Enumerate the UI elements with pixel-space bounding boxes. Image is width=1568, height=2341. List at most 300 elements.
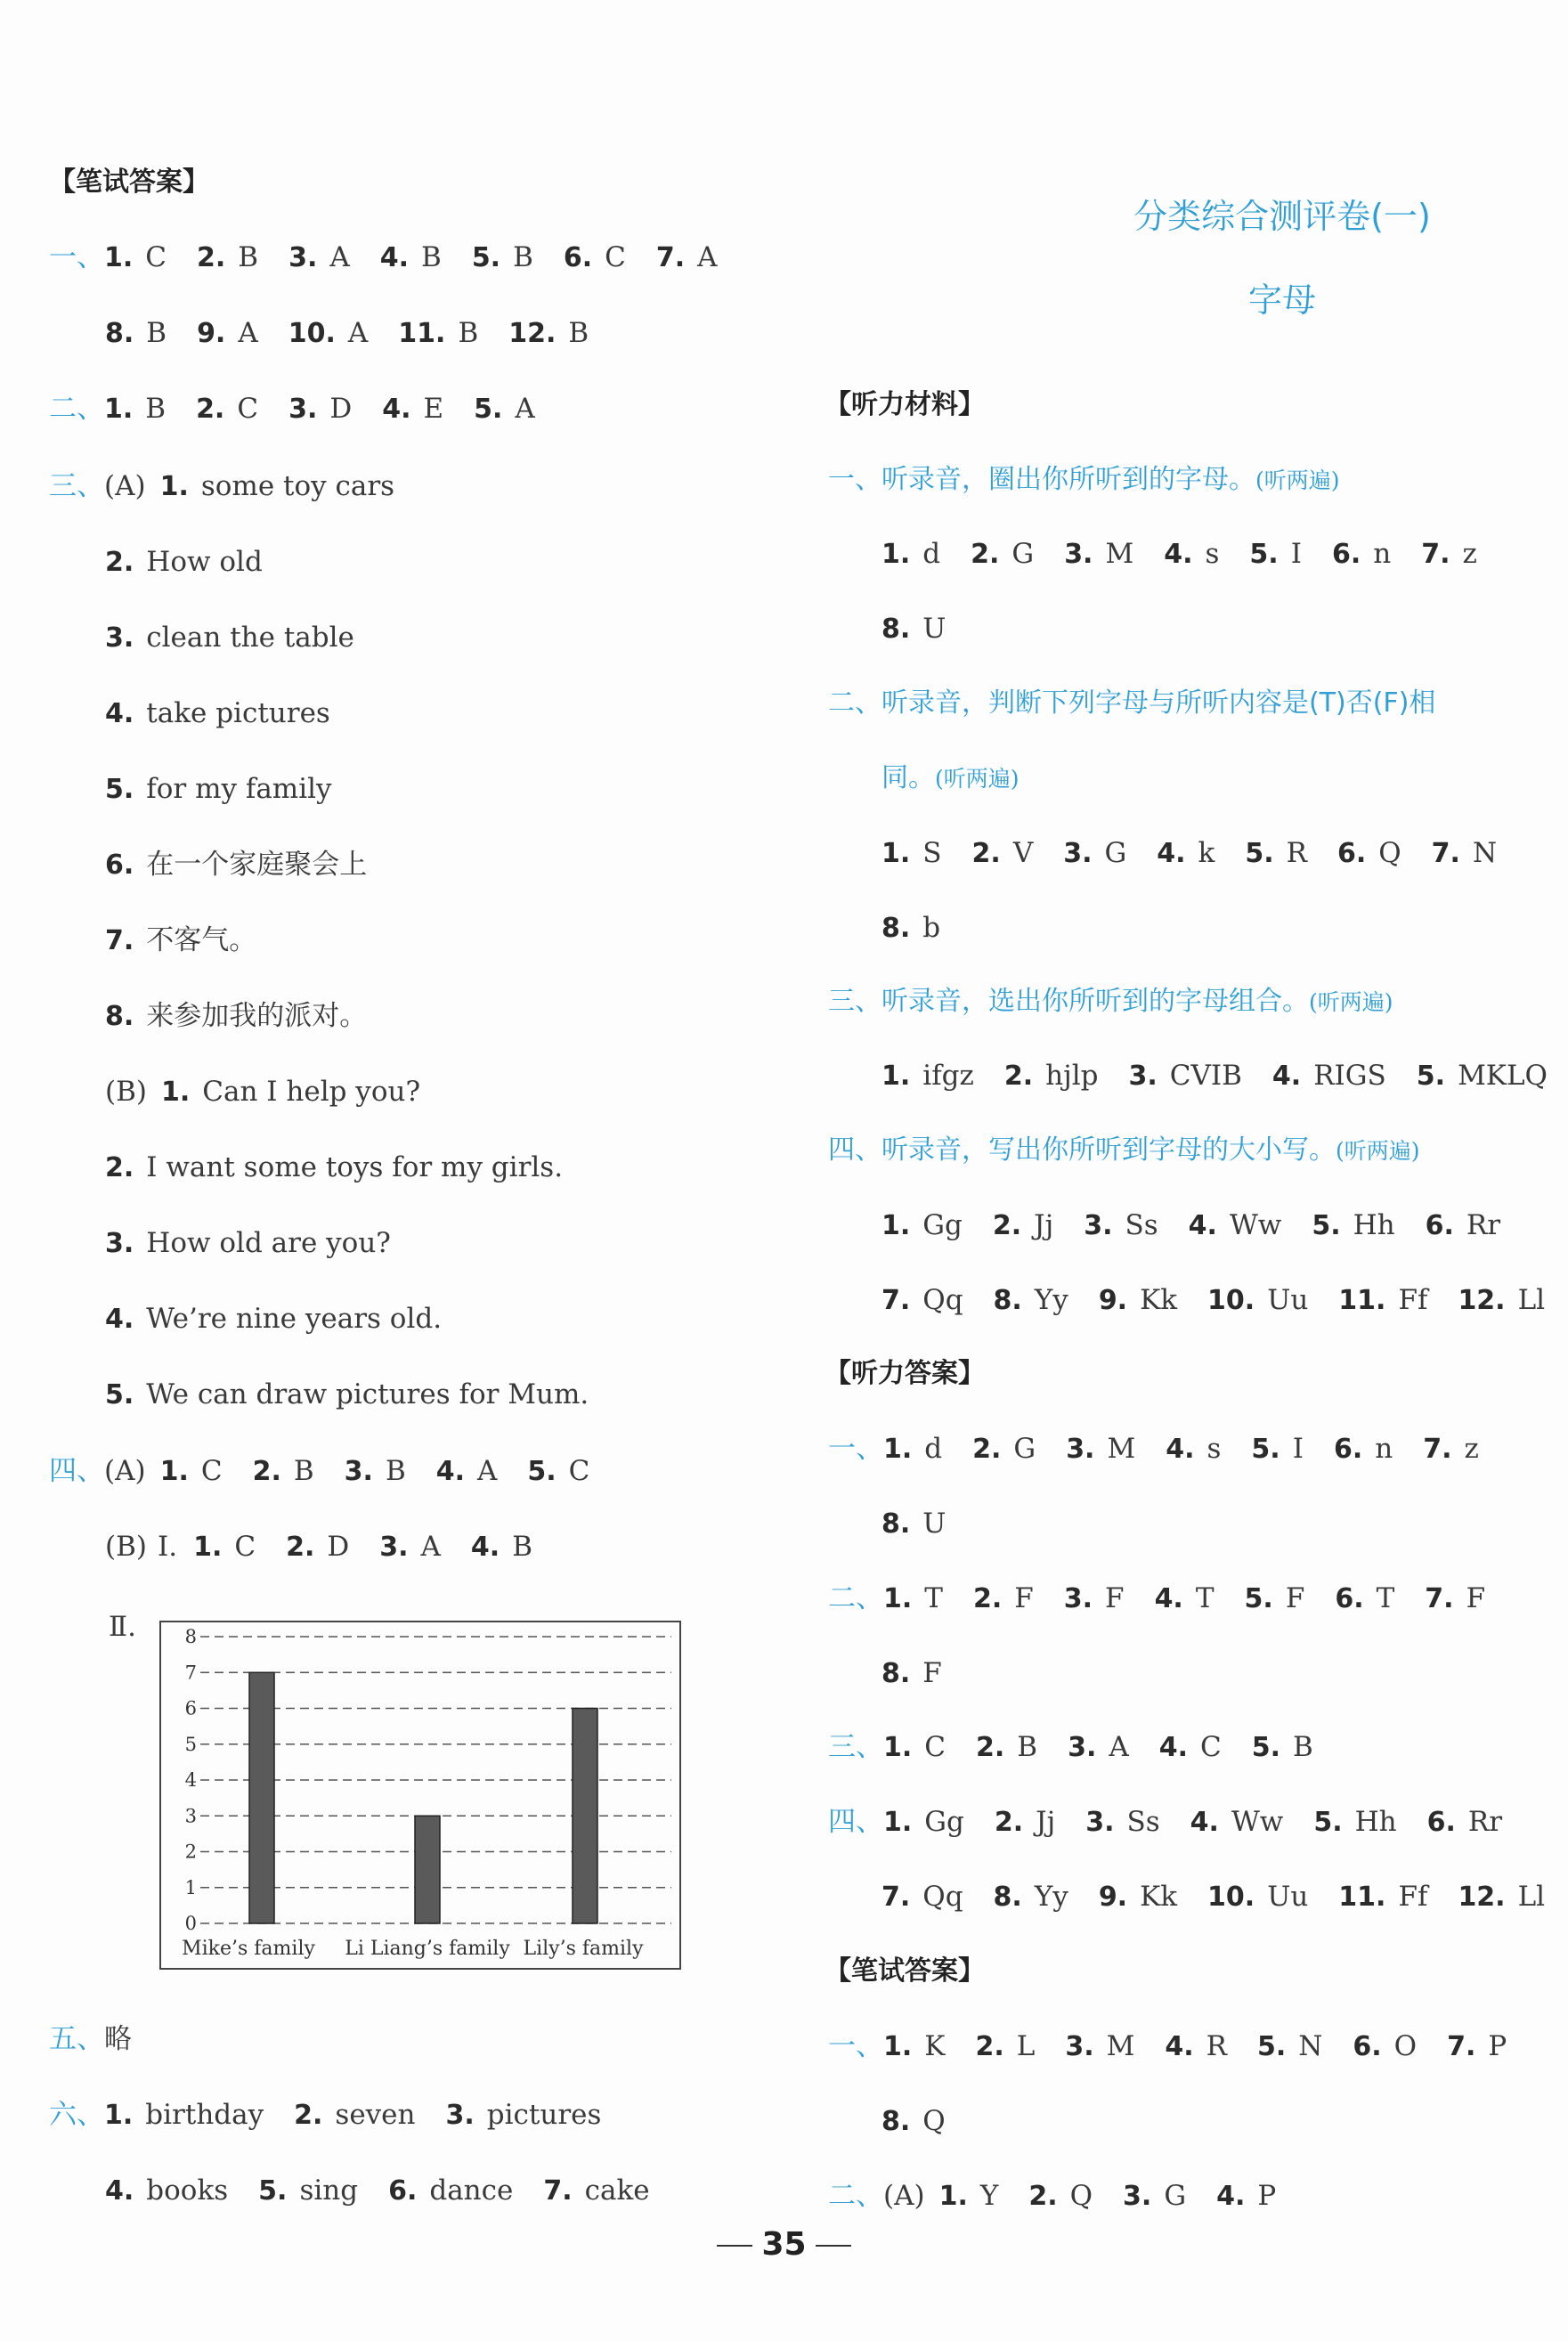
- answer-item: [1425, 1582, 1485, 1614]
- answer-item: [1458, 1881, 1545, 1913]
- material-2-instruction-line-2: [881, 759, 1020, 799]
- item-answer: cake: [584, 2174, 650, 2207]
- item-number: 2.: [105, 1152, 134, 1183]
- answer-item: [1066, 1433, 1135, 1465]
- answer-item: [1207, 1284, 1308, 1316]
- item-number: 3.: [1084, 1210, 1113, 1241]
- part-a-label: (A): [104, 470, 146, 502]
- item-number: 8.: [881, 2106, 911, 2137]
- answer-item: [971, 538, 1034, 570]
- item-answer: A: [347, 317, 369, 349]
- listening-material-header: 【听力材料】: [825, 389, 985, 420]
- section-label: 二、: [828, 1582, 883, 1614]
- answer-item: [994, 1284, 1068, 1316]
- item-number: 6.: [1333, 1434, 1363, 1465]
- answer-item: [881, 1881, 963, 1913]
- answer-item: [1085, 1806, 1159, 1838]
- item-answer: MKLQ: [1458, 1060, 1548, 1092]
- answer-item: [881, 1284, 963, 1316]
- test-title: 分类综合测评卷(一): [1133, 197, 1431, 236]
- item-answer: RIGS: [1313, 1060, 1386, 1092]
- item-number: 2.: [992, 1210, 1022, 1241]
- item-number: 7.: [1423, 1434, 1452, 1465]
- answer-item: [1251, 1433, 1304, 1465]
- answer-item: [1207, 1881, 1308, 1913]
- item-answer: R: [1206, 2030, 1227, 2062]
- answer-item: [294, 2099, 415, 2131]
- answer-item: [105, 1378, 589, 1410]
- answer-item: [1423, 1433, 1479, 1465]
- x-category-label: Lily’s family: [523, 1938, 644, 1960]
- part-a-label: (A): [883, 2180, 925, 2212]
- written-answers-header: 【笔试答案】: [49, 167, 209, 198]
- item-answer: C: [605, 241, 626, 273]
- item-answer: Ss: [1126, 1806, 1160, 1838]
- section-label: 三、: [49, 470, 104, 502]
- material-4-instruction: [828, 1131, 1420, 1171]
- answer-1-row-2: [881, 1504, 946, 1544]
- answer-item: [382, 393, 443, 425]
- item-number: 3.: [105, 622, 134, 654]
- section-label: 一、: [828, 1433, 883, 1465]
- item-answer: A: [1109, 1731, 1129, 1763]
- item-answer: I: [1292, 1433, 1304, 1465]
- item-answer: Uu: [1267, 1284, 1309, 1316]
- list-item: [105, 618, 354, 658]
- answer-item: [883, 1582, 943, 1614]
- material-2-row-2: [881, 908, 940, 948]
- answer-item: [995, 1806, 1055, 1838]
- item-answer: Ss: [1125, 1209, 1158, 1241]
- item-number: 4.: [1216, 2181, 1246, 2212]
- answer-item: [286, 1531, 349, 1563]
- answer-item: [105, 1000, 367, 1032]
- part-b-label: (B): [105, 1531, 147, 1563]
- answer-item: [474, 393, 535, 425]
- written-1-row-2: [881, 2101, 946, 2142]
- item-answer: Q: [922, 2105, 946, 2137]
- bar-3: [573, 1709, 597, 1924]
- item-answer: S: [922, 837, 942, 869]
- answer-item: [1432, 837, 1497, 869]
- item-number: 4.: [379, 242, 410, 273]
- item-answer: z: [1462, 538, 1477, 570]
- item-number: 4.: [1190, 1807, 1219, 1838]
- section-1-row-2: [105, 313, 589, 354]
- section-label: 一、: [49, 241, 104, 273]
- item-answer: 不客气。: [146, 924, 257, 956]
- item-answer: Ww: [1231, 1806, 1284, 1838]
- item-answer: B: [385, 1455, 406, 1487]
- item-number: 4.: [1164, 539, 1193, 570]
- item-number: 3.: [1064, 539, 1093, 570]
- answer-2-row-2: [881, 1654, 942, 1694]
- answer-item: [1004, 1060, 1099, 1092]
- item-number: 9.: [1098, 1285, 1128, 1316]
- item-answer: C: [1200, 1731, 1222, 1763]
- answer-item: [105, 622, 354, 654]
- answer-item: [881, 613, 946, 645]
- item-number: 5.: [1312, 1210, 1341, 1241]
- item-number: 4.: [382, 394, 411, 425]
- material-1-row-1: [881, 534, 1477, 574]
- answer-item: [1334, 1433, 1393, 1465]
- item-answer: Ff: [1398, 1284, 1428, 1316]
- answer-item: [975, 2030, 1035, 2062]
- item-answer: Gg: [924, 1806, 964, 1838]
- item-number: 2.: [294, 2100, 323, 2131]
- item-answer: Jj: [1034, 1209, 1054, 1241]
- item-number: 8.: [881, 913, 911, 944]
- item-number: 3.: [445, 2100, 475, 2131]
- item-answer: b: [922, 912, 941, 944]
- item-answer: CVIB: [1169, 1060, 1242, 1092]
- answer-item: [1272, 1060, 1386, 1092]
- item-answer: Yy: [1034, 1284, 1068, 1316]
- answer-4-row-1: [828, 1802, 1502, 1842]
- item-number: 3.: [105, 1228, 134, 1259]
- item-answer: How old are you?: [146, 1227, 391, 1259]
- section-2-row-1: [49, 389, 535, 429]
- item-number: 4.: [1188, 1210, 1217, 1241]
- page-number: [0, 2226, 1568, 2263]
- item-number: 4.: [1154, 1583, 1183, 1614]
- item-answer: Rr: [1466, 1209, 1501, 1241]
- item-answer: K: [924, 2030, 946, 2062]
- answer-item: [881, 2105, 946, 2137]
- item-number: 4.: [1157, 838, 1186, 869]
- answer-item: [472, 241, 533, 273]
- answer-item: [881, 1209, 963, 1241]
- item-number: 3.: [1065, 2031, 1094, 2062]
- answer-item: [1249, 538, 1302, 570]
- item-number: 1.: [881, 838, 911, 869]
- item-answer: Ll: [1517, 1881, 1546, 1913]
- y-tick-label: 5: [184, 1733, 197, 1755]
- item-number: 5.: [527, 1456, 557, 1487]
- item-number: 5.: [471, 242, 501, 273]
- item-number: 7.: [1431, 838, 1460, 869]
- material-1-instruction: [828, 460, 1340, 500]
- item-number: 3.: [1068, 1732, 1097, 1763]
- item-answer: Yy: [1034, 1881, 1068, 1913]
- answer-item: [1257, 2030, 1322, 2062]
- item-number: 11.: [1338, 1285, 1386, 1316]
- item-number: 2.: [197, 242, 226, 273]
- item-number: 1.: [104, 242, 134, 273]
- y-tick-label: 2: [184, 1841, 197, 1863]
- item-number: 1.: [883, 1807, 913, 1838]
- item-answer: M: [1106, 2030, 1135, 2062]
- item-answer: Hh: [1354, 1806, 1397, 1838]
- answer-item: [883, 1731, 946, 1763]
- item-answer: B: [293, 1455, 314, 1487]
- answer-item: [881, 538, 940, 570]
- answer-item: [1159, 1731, 1222, 1763]
- y-tick-label: 7: [184, 1662, 197, 1684]
- item-number: 2.: [252, 1456, 281, 1487]
- answer-item: [881, 837, 942, 869]
- item-number: 4.: [105, 698, 134, 729]
- item-number: 2.: [286, 1532, 315, 1563]
- item-number: 8.: [993, 1285, 1022, 1316]
- instruction-text: 四、听录音，写出你所听到字母的大小写。: [828, 1134, 1336, 1166]
- item-number: 1.: [104, 2100, 134, 2131]
- answer-item: [1335, 1582, 1394, 1614]
- answer-item: [1084, 1209, 1158, 1241]
- item-answer: C: [237, 393, 259, 425]
- item-answer: Q: [1069, 2180, 1093, 2212]
- item-answer: O: [1393, 2030, 1418, 2062]
- item-answer: Qq: [922, 1881, 963, 1913]
- answer-item: [105, 773, 332, 805]
- item-answer: birthday: [145, 2099, 264, 2131]
- item-number: 1.: [159, 1456, 189, 1487]
- answer-item: [1421, 538, 1477, 570]
- instruction-note: (听两遍): [1309, 989, 1393, 1015]
- item-answer: ifgz: [922, 1060, 974, 1092]
- item-answer: pictures: [486, 2099, 602, 2131]
- item-answer: N: [1472, 837, 1498, 869]
- answer-3-row-1: [828, 1727, 1313, 1768]
- answer-item: [883, 1433, 942, 1465]
- item-number: 4.: [1271, 1061, 1302, 1092]
- item-answer: Kk: [1140, 1284, 1178, 1316]
- item-answer: Y: [979, 2180, 999, 2212]
- item-answer: F: [922, 1657, 942, 1689]
- omitted-text: 略: [104, 2023, 132, 2055]
- bar-1: [249, 1672, 274, 1923]
- item-number: 2.: [105, 547, 134, 578]
- answer-item: [1064, 538, 1133, 570]
- item-number: 4.: [470, 1532, 500, 1563]
- item-answer: U: [922, 1508, 946, 1540]
- item-number: 2.: [975, 2031, 1004, 2062]
- item-answer: M: [1107, 1433, 1136, 1465]
- answer-item: [105, 697, 330, 729]
- bar-2: [415, 1816, 440, 1923]
- answer-item: [1128, 1060, 1241, 1092]
- answer-item: [993, 1209, 1053, 1241]
- item-number: 4.: [1166, 1434, 1195, 1465]
- item-answer: Jj: [1036, 1806, 1056, 1838]
- x-category-label: Mike’s family: [182, 1938, 315, 1960]
- answer-item: [1417, 1060, 1548, 1092]
- answer-item: [972, 1433, 1036, 1465]
- item-number: 9.: [1098, 1882, 1128, 1913]
- roman-two-label: Ⅱ.: [109, 1611, 136, 1643]
- material-2-row-1: [881, 833, 1497, 874]
- item-answer: Q: [1378, 837, 1401, 869]
- answer-item: [1337, 837, 1401, 869]
- answer-item: [345, 1455, 406, 1487]
- item-number: 10.: [1207, 1882, 1255, 1913]
- answer-item: [253, 1455, 314, 1487]
- answer-item: [1338, 1284, 1427, 1316]
- item-answer: A: [329, 241, 350, 273]
- item-answer: B: [458, 317, 479, 349]
- item-answer: C: [200, 1455, 223, 1487]
- answer-item: [1164, 538, 1219, 570]
- answer-item: [1313, 1806, 1396, 1838]
- x-category-label: Li Liang’s family: [345, 1938, 510, 1960]
- material-4-row-2: [881, 1280, 1545, 1321]
- instruction-note: (听两遍): [1255, 467, 1340, 493]
- item-number: 6.: [1336, 838, 1367, 869]
- item-number: 3.: [1063, 1583, 1093, 1614]
- item-number: 2.: [976, 1732, 1005, 1763]
- y-tick-label: 4: [184, 1769, 197, 1791]
- item-number: 5.: [1313, 1807, 1343, 1838]
- item-number: 6.: [563, 242, 593, 273]
- item-number: 4.: [1158, 1732, 1189, 1763]
- item-answer: Ll: [1517, 1284, 1546, 1316]
- item-number: 4.: [1165, 2031, 1194, 2062]
- page-number-text: 35: [761, 2226, 807, 2263]
- item-answer: B: [568, 317, 589, 349]
- answer-item: [1123, 2180, 1186, 2212]
- answer-item: [1245, 1582, 1305, 1614]
- item-number: 5.: [1251, 1434, 1280, 1465]
- item-answer: M: [1105, 538, 1134, 570]
- item-answer: B: [1293, 1731, 1313, 1763]
- answer-item: [881, 1657, 942, 1689]
- answer-item: [104, 2099, 264, 2131]
- answer-item: [939, 2180, 999, 2212]
- section-6-row-1: [49, 2095, 601, 2135]
- instruction-text: 同。: [881, 762, 935, 793]
- answer-item: [881, 912, 940, 944]
- answer-item: [881, 1060, 974, 1092]
- answer-item: [527, 1455, 589, 1487]
- item-answer: D: [327, 1531, 350, 1563]
- item-number: 6.: [1331, 539, 1361, 570]
- bar-chart: [159, 1621, 681, 1970]
- instruction-text: 三、听录音，选出你所听到的字母组合。: [828, 986, 1309, 1017]
- item-number: 7.: [1421, 539, 1450, 570]
- answer-item: [1252, 1731, 1313, 1763]
- item-number: 7.: [881, 1285, 911, 1316]
- item-answer: G: [1164, 2180, 1187, 2212]
- item-answer: P: [1488, 2030, 1507, 2062]
- item-number: 12.: [1458, 1882, 1506, 1913]
- answer-item: [543, 2174, 649, 2207]
- answer-item: [1332, 538, 1391, 570]
- item-answer: s: [1206, 1433, 1222, 1465]
- item-number: 6.: [1335, 1583, 1364, 1614]
- item-number: 7.: [655, 242, 686, 273]
- item-number: 1.: [883, 1434, 913, 1465]
- answer-item: [288, 241, 350, 273]
- item-number: 3.: [379, 1532, 409, 1563]
- answer-item: [105, 924, 256, 956]
- item-number: 6.: [105, 849, 134, 881]
- item-number: 3.: [1123, 2181, 1152, 2212]
- item-number: 1.: [883, 1732, 913, 1763]
- answer-item: [105, 1303, 442, 1335]
- item-answer: F: [1285, 1582, 1305, 1614]
- answer-item: [1427, 1806, 1502, 1838]
- answer-1-row-1: [828, 1429, 1479, 1469]
- item-answer: Ff: [1398, 1881, 1428, 1913]
- list-item: [105, 1299, 442, 1339]
- y-tick-label: 1: [184, 1876, 197, 1898]
- item-answer: books: [146, 2174, 229, 2207]
- list-item: [105, 769, 332, 809]
- item-answer: T: [1376, 1582, 1395, 1614]
- item-number: 5.: [105, 774, 134, 805]
- list-item: [105, 996, 367, 1036]
- item-number: 5.: [1245, 838, 1274, 869]
- item-number: 11.: [398, 318, 446, 349]
- item-number: 8.: [881, 1658, 911, 1689]
- item-number: 7.: [1425, 1583, 1454, 1614]
- item-answer: I: [1290, 538, 1302, 570]
- item-answer: G: [1011, 538, 1035, 570]
- instruction-note: (听两遍): [1336, 1138, 1420, 1164]
- section-label: 一、: [828, 2030, 883, 2062]
- answer-item: [288, 393, 352, 425]
- item-number: 1.: [104, 394, 134, 425]
- test-subtitle: 字母: [1247, 280, 1316, 320]
- item-answer: B: [512, 1531, 532, 1563]
- answer-item: [1068, 1731, 1129, 1763]
- item-number: 3.: [288, 242, 318, 273]
- item-answer: F: [1014, 1582, 1034, 1614]
- item-answer: C: [145, 241, 167, 273]
- item-answer: k: [1198, 837, 1215, 869]
- y-tick-label: 0: [184, 1913, 197, 1934]
- item-number: 9.: [197, 318, 226, 349]
- item-number: 4.: [105, 2175, 134, 2207]
- section-label: 四、: [49, 1455, 104, 1487]
- answer-item: [1447, 2030, 1507, 2062]
- y-tick-label: 6: [184, 1697, 197, 1719]
- answer-item: [994, 1881, 1068, 1913]
- answer-item: [446, 2099, 602, 2131]
- item-number: 2.: [994, 1807, 1024, 1838]
- item-number: 1.: [938, 2181, 968, 2212]
- answer-item: [105, 849, 367, 881]
- list-item: [105, 542, 263, 582]
- section-label: 五、: [49, 2023, 104, 2055]
- item-number: 7.: [881, 1882, 911, 1913]
- item-answer: A: [238, 317, 258, 349]
- answer-item: [564, 241, 626, 273]
- item-answer: Ww: [1229, 1209, 1282, 1241]
- y-tick-label: 8: [184, 1626, 197, 1647]
- list-item: [105, 845, 367, 885]
- item-answer: E: [423, 393, 444, 425]
- item-number: 3.: [1066, 1434, 1095, 1465]
- item-answer: We can draw pictures for Mum.: [146, 1378, 589, 1410]
- answer-item: [1458, 1284, 1545, 1316]
- item-answer: F: [1466, 1582, 1486, 1614]
- item-number: 11.: [1338, 1882, 1386, 1913]
- item-answer: C: [568, 1455, 590, 1487]
- item-number: 5.: [474, 394, 503, 425]
- answer-item: [380, 241, 442, 273]
- answer-item: [973, 1582, 1034, 1614]
- item-answer: Gg: [922, 1209, 963, 1241]
- item-answer: sing: [299, 2174, 359, 2207]
- material-1-row-2: [881, 609, 946, 649]
- written-1-row-1: [828, 2027, 1507, 2067]
- answer-item: [1063, 837, 1126, 869]
- item-number: 5.: [1244, 1583, 1273, 1614]
- answer-item: [508, 317, 589, 349]
- item-number: 5.: [258, 2175, 288, 2207]
